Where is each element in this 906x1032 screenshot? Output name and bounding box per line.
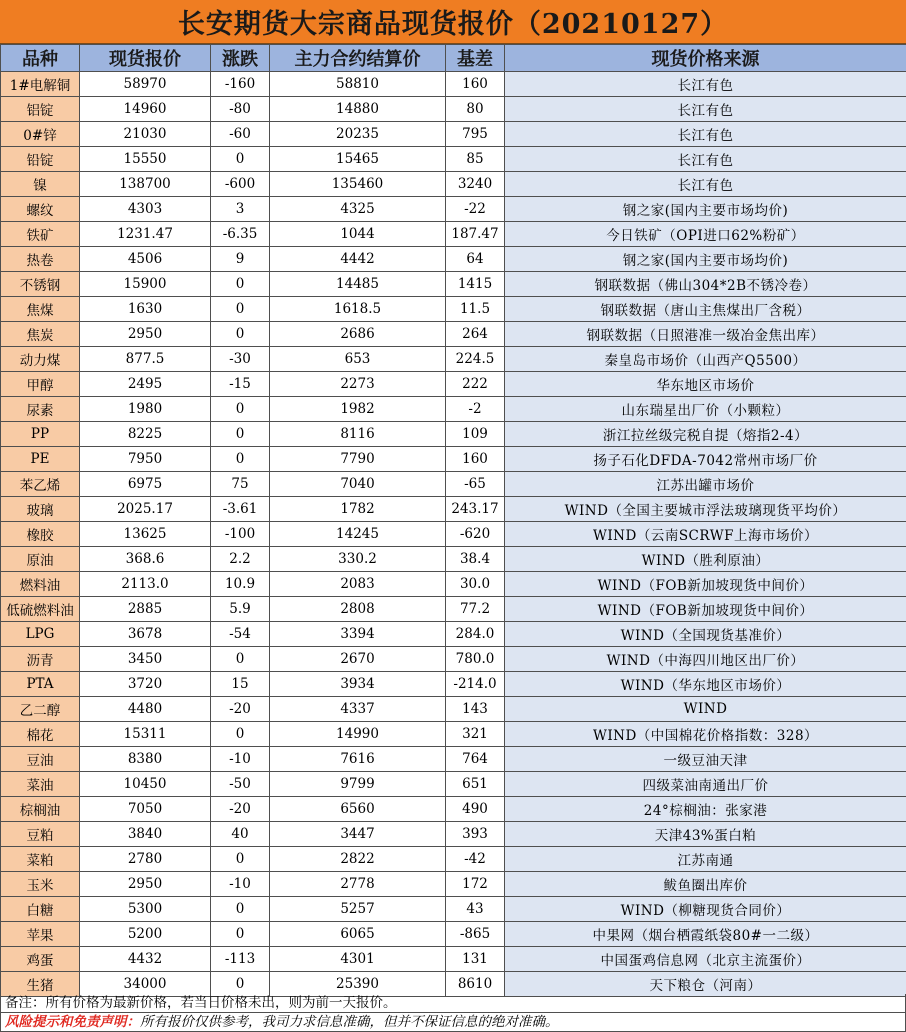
table-row	[1, 172, 906, 197]
cell-basis: 321	[446, 722, 505, 747]
cell-basis: 143	[446, 697, 505, 722]
cell-source: WIND	[505, 697, 906, 722]
cell-variety: 低硫燃料油	[1, 597, 80, 622]
cell-source: 长江有色	[505, 172, 906, 197]
cell-change: 0	[211, 972, 270, 997]
cell-spot-price: 4480	[80, 697, 211, 722]
cell-variety: 尿素	[1, 397, 80, 422]
cell-source: WIND（全国现货基准价）	[505, 622, 906, 647]
table-row	[1, 647, 906, 672]
cell-settlement: 6065	[270, 922, 446, 947]
cell-source: 24°棕榈油：张家港	[505, 797, 906, 822]
cell-settlement: 7790	[270, 447, 446, 472]
cell-source: 钢联数据（日照港准一级冶金焦出库）	[505, 322, 906, 347]
cell-settlement: 25390	[270, 972, 446, 997]
cell-variety: 铅锭	[1, 147, 80, 172]
cell-spot-price: 2495	[80, 372, 211, 397]
cell-spot-price: 10450	[80, 772, 211, 797]
cell-source: 天下粮仓（河南）	[505, 972, 906, 997]
table-row	[1, 297, 906, 322]
cell-variety: 鸡蛋	[1, 947, 80, 972]
cell-basis: 109	[446, 422, 505, 447]
footnote: 备注：所有价格为最新价格，若当日价格未出，则为前一天报价。	[0, 994, 906, 1013]
cell-settlement: 1618.5	[270, 297, 446, 322]
table-row	[1, 722, 906, 747]
cell-change: 0	[211, 447, 270, 472]
cell-source: WIND（FOB新加坡现货中间价）	[505, 597, 906, 622]
cell-source: 钢之家(国内主要市场均价)	[505, 247, 906, 272]
cell-spot-price: 138700	[80, 172, 211, 197]
cell-variety: 1#电解铜	[1, 72, 80, 97]
table-row	[1, 497, 906, 522]
cell-source: 长江有色	[505, 97, 906, 122]
cell-variety: 0#锌	[1, 122, 80, 147]
cell-change: 0	[211, 147, 270, 172]
cell-spot-price: 1630	[80, 297, 211, 322]
table-row	[1, 897, 906, 922]
cell-basis: 38.4	[446, 547, 505, 572]
table-row	[1, 347, 906, 372]
cell-change: 0	[211, 422, 270, 447]
table-row	[1, 247, 906, 272]
cell-variety: 苹果	[1, 922, 80, 947]
cell-source: 四级菜油南通出厂价	[505, 772, 906, 797]
cell-spot-price: 34000	[80, 972, 211, 997]
cell-source: 中果网（烟台栖霞纸袋80#一二级）	[505, 922, 906, 947]
cell-basis: 8610	[446, 972, 505, 997]
cell-source: 天津43%蛋白粕	[505, 822, 906, 847]
cell-change: 0	[211, 922, 270, 947]
cell-basis: 43	[446, 897, 505, 922]
cell-basis: 651	[446, 772, 505, 797]
cell-change: -80	[211, 97, 270, 122]
cell-settlement: 14990	[270, 722, 446, 747]
cell-variety: LPG	[1, 622, 80, 647]
cell-basis: 1415	[446, 272, 505, 297]
cell-variety: 玻璃	[1, 497, 80, 522]
cell-spot-price: 14960	[80, 97, 211, 122]
cell-spot-price: 4303	[80, 197, 211, 222]
cell-basis: -620	[446, 522, 505, 547]
cell-basis: 490	[446, 797, 505, 822]
cell-change: -10	[211, 747, 270, 772]
cell-variety: 焦煤	[1, 297, 80, 322]
cell-source: 江苏出罐市场价	[505, 472, 906, 497]
col-header-variety: 品种	[1, 45, 80, 72]
cell-source: 秦皇岛市场价（山西产Q5500）	[505, 347, 906, 372]
cell-variety: 生猪	[1, 972, 80, 997]
cell-basis: 160	[446, 447, 505, 472]
cell-source: 钢联数据（佛山304*2B不锈冷卷）	[505, 272, 906, 297]
cell-spot-price: 4506	[80, 247, 211, 272]
cell-basis: 222	[446, 372, 505, 397]
cell-variety: 菜油	[1, 772, 80, 797]
cell-settlement: 1782	[270, 497, 446, 522]
cell-variety: 热卷	[1, 247, 80, 272]
cell-change: -600	[211, 172, 270, 197]
cell-change: 0	[211, 322, 270, 347]
cell-source: 扬子石化DFDA-7042常州市场厂价	[505, 447, 906, 472]
cell-variety: 玉米	[1, 872, 80, 897]
cell-change: -20	[211, 797, 270, 822]
cell-variety: 不锈钢	[1, 272, 80, 297]
cell-source: 江苏南通	[505, 847, 906, 872]
cell-change: 0	[211, 397, 270, 422]
cell-change: -50	[211, 772, 270, 797]
cell-change: -3.61	[211, 497, 270, 522]
cell-spot-price: 2950	[80, 872, 211, 897]
cell-change: 3	[211, 197, 270, 222]
col-header-source: 现货价格来源	[505, 45, 906, 72]
cell-change: 15	[211, 672, 270, 697]
cell-source: 今日铁矿（OPI进口62%粉矿）	[505, 222, 906, 247]
cell-basis: 160	[446, 72, 505, 97]
cell-spot-price: 3720	[80, 672, 211, 697]
table-row	[1, 947, 906, 972]
cell-change: -30	[211, 347, 270, 372]
cell-basis: 243.17	[446, 497, 505, 522]
cell-change: 0	[211, 647, 270, 672]
cell-spot-price: 2025.17	[80, 497, 211, 522]
cell-variety: 沥青	[1, 647, 80, 672]
cell-settlement: 2778	[270, 872, 446, 897]
risk-label: 风险提示和免责声明：	[5, 1014, 140, 1030]
table-row	[1, 847, 906, 872]
cell-basis: 172	[446, 872, 505, 897]
cell-spot-price: 4432	[80, 947, 211, 972]
cell-spot-price: 1980	[80, 397, 211, 422]
cell-variety: 动力煤	[1, 347, 80, 372]
cell-basis: 77.2	[446, 597, 505, 622]
cell-variety: 菜粕	[1, 847, 80, 872]
cell-spot-price: 3678	[80, 622, 211, 647]
cell-variety: 铁矿	[1, 222, 80, 247]
cell-source: WIND（中国棉花价格指数：328）	[505, 722, 906, 747]
cell-change: -160	[211, 72, 270, 97]
cell-variety: 橡胶	[1, 522, 80, 547]
cell-basis: 795	[446, 122, 505, 147]
cell-basis: 131	[446, 947, 505, 972]
price-table	[0, 44, 906, 997]
cell-basis: 393	[446, 822, 505, 847]
table-row	[1, 672, 906, 697]
cell-spot-price: 2950	[80, 322, 211, 347]
cell-basis: 224.5	[446, 347, 505, 372]
cell-spot-price: 5300	[80, 897, 211, 922]
cell-change: -6.35	[211, 222, 270, 247]
cell-variety: PP	[1, 422, 80, 447]
table-row	[1, 372, 906, 397]
cell-spot-price: 1231.47	[80, 222, 211, 247]
table-row	[1, 922, 906, 947]
cell-settlement: 330.2	[270, 547, 446, 572]
cell-variety: 铝锭	[1, 97, 80, 122]
cell-source: 钢联数据（唐山主焦煤出厂含税）	[505, 297, 906, 322]
cell-change: 0	[211, 297, 270, 322]
col-header-change: 涨跌	[211, 45, 270, 72]
cell-basis: 85	[446, 147, 505, 172]
cell-variety: PE	[1, 447, 80, 472]
cell-settlement: 14245	[270, 522, 446, 547]
table-row	[1, 547, 906, 572]
cell-settlement: 4301	[270, 947, 446, 972]
cell-basis: -2	[446, 397, 505, 422]
cell-settlement: 2273	[270, 372, 446, 397]
cell-basis: 30.0	[446, 572, 505, 597]
cell-basis: 80	[446, 97, 505, 122]
cell-spot-price: 58970	[80, 72, 211, 97]
cell-variety: 镍	[1, 172, 80, 197]
cell-settlement: 1982	[270, 397, 446, 422]
cell-source: WIND（华东地区市场价）	[505, 672, 906, 697]
cell-settlement: 1044	[270, 222, 446, 247]
cell-variety: PTA	[1, 672, 80, 697]
cell-change: -20	[211, 697, 270, 722]
cell-basis: -65	[446, 472, 505, 497]
cell-change: 40	[211, 822, 270, 847]
cell-basis: -865	[446, 922, 505, 947]
cell-change: -10	[211, 872, 270, 897]
cell-change: 5.9	[211, 597, 270, 622]
table-row	[1, 772, 906, 797]
cell-variety: 燃料油	[1, 572, 80, 597]
cell-basis: 764	[446, 747, 505, 772]
risk-text: 所有报价仅供参考，我司力求信息准确，但并不保证信息的绝对准确。	[140, 1014, 559, 1030]
table-row	[1, 522, 906, 547]
cell-settlement: 58810	[270, 72, 446, 97]
cell-spot-price: 15550	[80, 147, 211, 172]
table-row	[1, 597, 906, 622]
cell-change: 9	[211, 247, 270, 272]
cell-change: 0	[211, 272, 270, 297]
cell-settlement: 8116	[270, 422, 446, 447]
cell-spot-price: 5200	[80, 922, 211, 947]
cell-settlement: 3934	[270, 672, 446, 697]
cell-variety: 原油	[1, 547, 80, 572]
table-row	[1, 447, 906, 472]
cell-settlement: 5257	[270, 897, 446, 922]
cell-variety: 焦炭	[1, 322, 80, 347]
cell-settlement: 4325	[270, 197, 446, 222]
cell-settlement: 3447	[270, 822, 446, 847]
cell-source: 钢之家(国内主要市场均价)	[505, 197, 906, 222]
cell-basis: -22	[446, 197, 505, 222]
table-row	[1, 322, 906, 347]
cell-source: 中国蛋鸡信息网（北京主流蛋价）	[505, 947, 906, 972]
cell-source: 华东地区市场价	[505, 372, 906, 397]
cell-source: WIND（云南SCRWF上海市场价）	[505, 522, 906, 547]
col-header-spot-price: 现货报价	[80, 45, 211, 72]
cell-change: -54	[211, 622, 270, 647]
cell-change: -113	[211, 947, 270, 972]
cell-basis: -42	[446, 847, 505, 872]
cell-source: WIND（FOB新加坡现货中间价）	[505, 572, 906, 597]
cell-spot-price: 368.6	[80, 547, 211, 572]
cell-settlement: 4442	[270, 247, 446, 272]
cell-settlement: 2083	[270, 572, 446, 597]
cell-change: 0	[211, 722, 270, 747]
risk-disclaimer	[0, 1013, 906, 1032]
cell-variety: 棕榈油	[1, 797, 80, 822]
table-row	[1, 622, 906, 647]
cell-basis: 264	[446, 322, 505, 347]
table-row	[1, 972, 906, 997]
cell-settlement: 9799	[270, 772, 446, 797]
table-row	[1, 472, 906, 497]
cell-source: 山东瑞星出厂价（小颗粒）	[505, 397, 906, 422]
cell-change: 0	[211, 847, 270, 872]
table-header-row	[1, 45, 906, 72]
cell-basis: -214.0	[446, 672, 505, 697]
cell-settlement: 2822	[270, 847, 446, 872]
cell-settlement: 2670	[270, 647, 446, 672]
cell-source: WIND（胜利原油）	[505, 547, 906, 572]
cell-variety: 乙二醇	[1, 697, 80, 722]
cell-settlement: 653	[270, 347, 446, 372]
cell-source: 鲅鱼圈出库价	[505, 872, 906, 897]
cell-basis: 64	[446, 247, 505, 272]
cell-source: 一级豆油天津	[505, 747, 906, 772]
table-row	[1, 872, 906, 897]
cell-settlement: 7040	[270, 472, 446, 497]
cell-basis: 3240	[446, 172, 505, 197]
cell-settlement: 14880	[270, 97, 446, 122]
cell-variety: 棉花	[1, 722, 80, 747]
cell-settlement: 3394	[270, 622, 446, 647]
table-row	[1, 397, 906, 422]
cell-variety: 螺纹	[1, 197, 80, 222]
table-row	[1, 147, 906, 172]
cell-spot-price: 6975	[80, 472, 211, 497]
table-row	[1, 422, 906, 447]
cell-basis: 284.0	[446, 622, 505, 647]
cell-settlement: 6560	[270, 797, 446, 822]
cell-variety: 豆油	[1, 747, 80, 772]
cell-basis: 187.47	[446, 222, 505, 247]
cell-spot-price: 3840	[80, 822, 211, 847]
cell-spot-price: 3450	[80, 647, 211, 672]
cell-source: WIND（中海四川地区出厂价）	[505, 647, 906, 672]
cell-settlement: 2686	[270, 322, 446, 347]
cell-settlement: 7616	[270, 747, 446, 772]
cell-change: 2.2	[211, 547, 270, 572]
cell-spot-price: 8380	[80, 747, 211, 772]
cell-source: 长江有色	[505, 147, 906, 172]
table-row	[1, 97, 906, 122]
cell-variety: 苯乙烯	[1, 472, 80, 497]
cell-spot-price: 21030	[80, 122, 211, 147]
col-header-settlement: 主力合约结算价	[270, 45, 446, 72]
cell-settlement: 20235	[270, 122, 446, 147]
cell-spot-price: 15900	[80, 272, 211, 297]
cell-settlement: 135460	[270, 172, 446, 197]
cell-spot-price: 2780	[80, 847, 211, 872]
cell-variety: 甲醇	[1, 372, 80, 397]
cell-spot-price: 8225	[80, 422, 211, 447]
table-row	[1, 122, 906, 147]
cell-spot-price: 2885	[80, 597, 211, 622]
cell-settlement: 14485	[270, 272, 446, 297]
table-row	[1, 272, 906, 297]
cell-spot-price: 7050	[80, 797, 211, 822]
cell-variety: 豆粕	[1, 822, 80, 847]
cell-spot-price: 15311	[80, 722, 211, 747]
table-row	[1, 222, 906, 247]
cell-change: 0	[211, 897, 270, 922]
cell-change: -100	[211, 522, 270, 547]
cell-change: 10.9	[211, 572, 270, 597]
cell-source: 长江有色	[505, 122, 906, 147]
cell-source: 长江有色	[505, 72, 906, 97]
table-row	[1, 747, 906, 772]
cell-source: WIND（柳糖现货合同价）	[505, 897, 906, 922]
table-row	[1, 72, 906, 97]
cell-settlement: 2808	[270, 597, 446, 622]
table-row	[1, 572, 906, 597]
cell-spot-price: 7950	[80, 447, 211, 472]
table-row	[1, 197, 906, 222]
cell-basis: 780.0	[446, 647, 505, 672]
cell-spot-price: 2113.0	[80, 572, 211, 597]
cell-change: 75	[211, 472, 270, 497]
page-title: 长安期货大宗商品现货报价（20210127）	[0, 0, 906, 44]
table-row	[1, 697, 906, 722]
cell-spot-price: 13625	[80, 522, 211, 547]
cell-basis: 11.5	[446, 297, 505, 322]
cell-settlement: 15465	[270, 147, 446, 172]
table-row	[1, 797, 906, 822]
col-header-basis: 基差	[446, 45, 505, 72]
cell-spot-price: 877.5	[80, 347, 211, 372]
cell-change: -60	[211, 122, 270, 147]
table-row	[1, 822, 906, 847]
cell-change: -15	[211, 372, 270, 397]
cell-settlement: 4337	[270, 697, 446, 722]
cell-source: 浙江拉丝级完税自提（熔指2-4）	[505, 422, 906, 447]
cell-variety: 白糖	[1, 897, 80, 922]
cell-source: WIND（全国主要城市浮法玻璃现货平均价）	[505, 497, 906, 522]
